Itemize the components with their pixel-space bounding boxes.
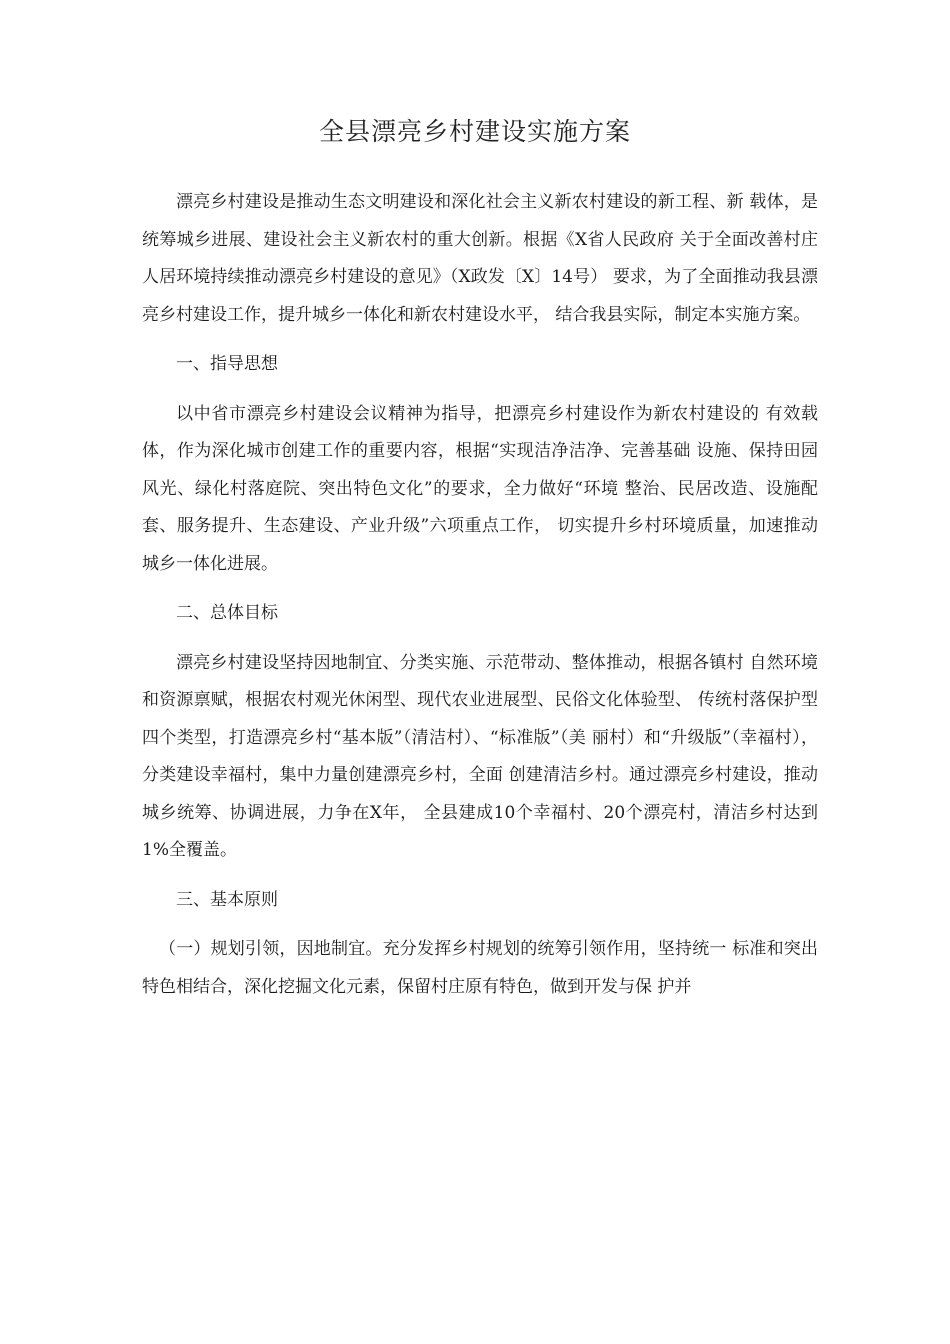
- document-title: 全县漂亮乡村建设实施方案: [318, 117, 631, 146]
- section-heading-guiding-ideology: 一、指导思想: [176, 354, 278, 374]
- document-body: [142, 184, 818, 1006]
- section-heading-overall-goals: 二、总体目标: [176, 603, 278, 623]
- principle-one-paragraph: （一）规划引领，因地制宜。充分发挥乡村规划的统筹引领作用，坚持统一 标准和突出特色相结合，深化挖掘文化元素，保留村庄原有特色，做到开发与保 护并: [142, 939, 818, 997]
- intro-paragraph: 漂亮乡村建设是推动生态文明建设和深化社会主义新农村建设的新工程、新 载体，是统筹城乡进展、建设社会主义新农村的重大创新。根据《X省人民政府 关于全面改善村庄人居环境持续推动漂亮乡村建设的意见》（X政发〔X〕14号） 要求，为了全面推动我县漂亮乡村建设工作，提升城乡一体化和新农村建设水平， 结合我县实际，制定本实施方案。: [142, 192, 818, 325]
- overall-goals-paragraph: 漂亮乡村建设坚持因地制宜、分类实施、示范带动、整体推动，根据各镇村 自然环境和资源禀赋，根据农村观光休闲型、现代农业进展型、民俗文化体验型、 传统村落保护型四个类型，打造漂亮乡村“基本版”（清洁村）、“标准版”（美 丽村）和“升级版”（幸福村），分类建设幸福村，集中力量创建漂亮乡村，全面 创建清洁乡村。通过漂亮乡村建设，推动城乡统筹、协调进展，力争在X年， 全县建成10个幸福村、20个漂亮村，清洁乡村达到1%全覆盖。: [142, 652, 818, 860]
- guiding-ideology-paragraph: 以中省市漂亮乡村建设会议精神为指导，把漂亮乡村建设作为新农村建设的 有效载体，作为深化城市创建工作的重要内容，根据“实现洁净洁净、完善基础 设施、保持田园风光、绿化村落庭院、突出特色文化”的要求，全力做好“环境 整治、民居改造、设施配套、服务提升、生态建设、产业升级”六项重点工作， 切实提升乡村环境质量，加速推动城乡一体化进展。: [142, 403, 818, 574]
- section-heading-basic-principles: 三、基本原则: [176, 889, 278, 910]
